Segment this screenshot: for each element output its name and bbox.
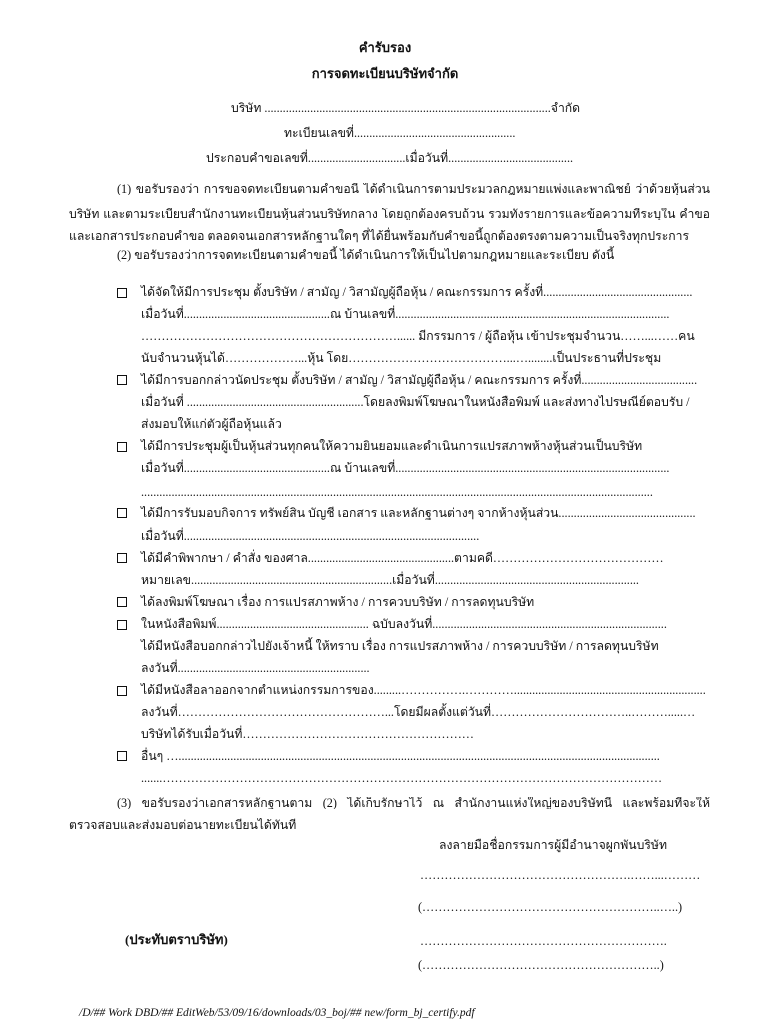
item-2-checkbox[interactable] bbox=[117, 375, 127, 385]
item-3-line-1: ได้มีการประชุมผู้เป็นหุ้นส่วนทุกคนให้ความยินยอมและดำเนินการแปรสภาพห้างหุ้นส่วนเป็นบริษัท bbox=[141, 439, 643, 453]
item-8-line-1: ได้มีหนังสือลาออกจากตำแหน่งกรรมการของ.........…………….…………............................................................... bbox=[141, 683, 706, 697]
item-3-line-3: ........................................................................................................................................................................ bbox=[141, 485, 653, 499]
item-9-line-1: อื่นๆ ….............................................................................................................................................................. bbox=[141, 749, 660, 763]
item-9-checkbox[interactable] bbox=[117, 751, 127, 761]
paragraph-2: (2) ขอรับรองว่าการจดทะเบียนตามคำขอนี้ ได้ดำเนินการให้เป็นไปตามกฎหมายและระเบียบ ดังนี้ bbox=[117, 248, 615, 262]
item-4-line-2: เมื่อวันที่................................................................................................. bbox=[141, 529, 480, 543]
item-8-line-3: บริษัทได้รับเมื่อวันที่………………………………………………… bbox=[141, 727, 474, 741]
paragraph-3-line-1: (3) ขอรับรองว่าเอกสารหลักฐานตาม (2) ได้เก็บรักษาไว้ ณ สำนักงานแห่งใหญ่ของบริษัทนี้ และพร้อมที่จะให้ bbox=[117, 797, 710, 810]
footer-file-path: /D/## Work DBD/## EditWeb/53/09/16/downloads/03_boj/## new/form_bj_certify.pdf bbox=[79, 1007, 475, 1019]
signature-line-1: …………………………………………….……...……… bbox=[420, 868, 701, 882]
signature-name-2: (…………………………………………………..) bbox=[418, 958, 664, 972]
item-6-checkbox[interactable] bbox=[117, 597, 127, 607]
item-6-line-1: ได้ลงพิมพ์โฆษณา เรื่อง การแปรสภาพห้าง / การควบบริษัท / การลดทุนบริษัท bbox=[141, 595, 535, 609]
item-2-line-3: ส่งมอบให้แก่ตัวผู้ถือหุ้นแล้ว bbox=[141, 417, 282, 431]
item-1-line-4: นับจำนวนหุ้นได้………………...หุ้น โดย…………………………………...…........เป็นประธานที่ประชุม bbox=[141, 351, 662, 365]
company-name-line: บริษัท ..............................................................................................จำกัด bbox=[231, 101, 581, 115]
item-7-checkbox[interactable] bbox=[117, 620, 127, 630]
item-2-line-2: เมื่อวันที่ ..........................................................โดยลงพิมพ์โฆษณาในหนังสือพิมพ์ และส่งทางไปรษณีย์ตอบรับ / bbox=[141, 395, 690, 409]
paragraph-1-line-3: และเอกสารประกอบคำขอ ตลอดจนเอกสารหลักฐานใดๆ ที่ได้ยื่นพร้อมกับคำขอนี้ถูกต้องตรงตามความเป็นจริงทุกประการ bbox=[69, 229, 690, 243]
item-1-checkbox[interactable] bbox=[117, 288, 127, 298]
item-5-checkbox[interactable] bbox=[117, 553, 127, 563]
item-5-line-1: ได้มีคำพิพากษา / คำสั่ง ของศาล................................................ตามคดี…………………………………… bbox=[141, 551, 664, 565]
item-3-line-2: เมื่อวันที่................................................ณ บ้านเลขที่.......................................................................................... bbox=[141, 461, 670, 475]
item-4-checkbox[interactable] bbox=[117, 508, 127, 518]
item-7-line-2: ได้มีหนังสือบอกกล่าวไปยังเจ้าหนี้ ให้ทราบ เรื่อง การแปรสภาพห้าง / การควบบริษัท / การลดทุนบริษัท bbox=[141, 639, 659, 653]
signature-title: ลงลายมือชื่อกรรมการผู้มีอำนาจผูกพันบริษัท bbox=[439, 838, 667, 852]
item-4-line-1: ได้มีการรับมอบกิจการ ทรัพย์สิน บัญชี เอกสาร และหลักฐานต่างๆ จากห้างหุ้นส่วน............................................. bbox=[141, 506, 696, 520]
item-3-checkbox[interactable] bbox=[117, 442, 127, 452]
item-7-line-3: ลงวันที่............................................................... bbox=[141, 661, 370, 675]
paragraph-3-line-2: ตรวจสอบและส่งมอบต่อนายทะเบียนได้ทันที bbox=[69, 818, 297, 832]
item-1-line-1: ได้จัดให้มีการประชุม ตั้งบริษัท / สามัญ / วิสามัญผู้ถือหุ้น / คณะกรรมการ ครั้งที่................................................. bbox=[141, 285, 693, 299]
paragraph-1-line-1: (1) ขอรับรองว่า การขอจดทะเบียนตามคำขอนี้ ได้ดำเนินการตามประมวลกฎหมายแพ่งและพาณิชย์ ว่าด้วยหุ้นส่วน bbox=[117, 183, 710, 196]
item-9-line-2: .......…………………………………………………………………………………………………………… bbox=[141, 771, 663, 785]
item-8-checkbox[interactable] bbox=[117, 686, 127, 696]
doc-subtitle: การจดทะเบียนบริษัทจำกัด bbox=[311, 66, 459, 81]
signature-line-2: ……………………………………………………. bbox=[420, 934, 667, 948]
item-1-line-3: ………………………………………………………...... มีกรรมการ / ผู้ถือหุ้น เข้าประชุมจำนวน……...……คน bbox=[141, 329, 695, 343]
registration-number-line: ทะเบียนเลขที่..................................................... bbox=[284, 126, 516, 140]
company-seal-label: (ประทับตราบริษัท) bbox=[125, 932, 228, 947]
item-1-line-2: เมื่อวันที่................................................ณ บ้านเลขที่.......................................................................................... bbox=[141, 307, 670, 321]
doc-title: คำรับรอง bbox=[358, 40, 412, 55]
item-2-line-1: ได้มีการบอกกล่าวนัดประชุม ตั้งบริษัท / สามัญ / วิสามัญผู้ถือหุ้น / คณะกรรมการ ครั้งที่...................................... bbox=[141, 373, 698, 387]
request-number-line: ประกอบคำขอเลขที่................................เมื่อวันที่......................................... bbox=[206, 151, 574, 165]
item-8-line-2: ลงวันที่……………………………………………...โดยมีผลตั้งแต่วันที่……………………………..……….....… bbox=[141, 705, 696, 719]
signature-name-1: (…………………………………………………..…..) bbox=[418, 900, 683, 914]
paragraph-1-line-2: บริษัท และตามระเบียบสำนักงานทะเบียนหุ้นส่วนบริษัทกลาง โดยถูกต้องครบถ้วน รวมทั้งรายการและข้อความที่ระบุใน คำขอ bbox=[69, 208, 710, 221]
item-7-line-1: ในหนังสือพิมพ์.................................................. ฉบับลงวันที่............................................................................. bbox=[141, 617, 667, 631]
item-5-line-2: หมายเลข..................................................................เมื่อวันที่................................................................... bbox=[141, 573, 639, 587]
